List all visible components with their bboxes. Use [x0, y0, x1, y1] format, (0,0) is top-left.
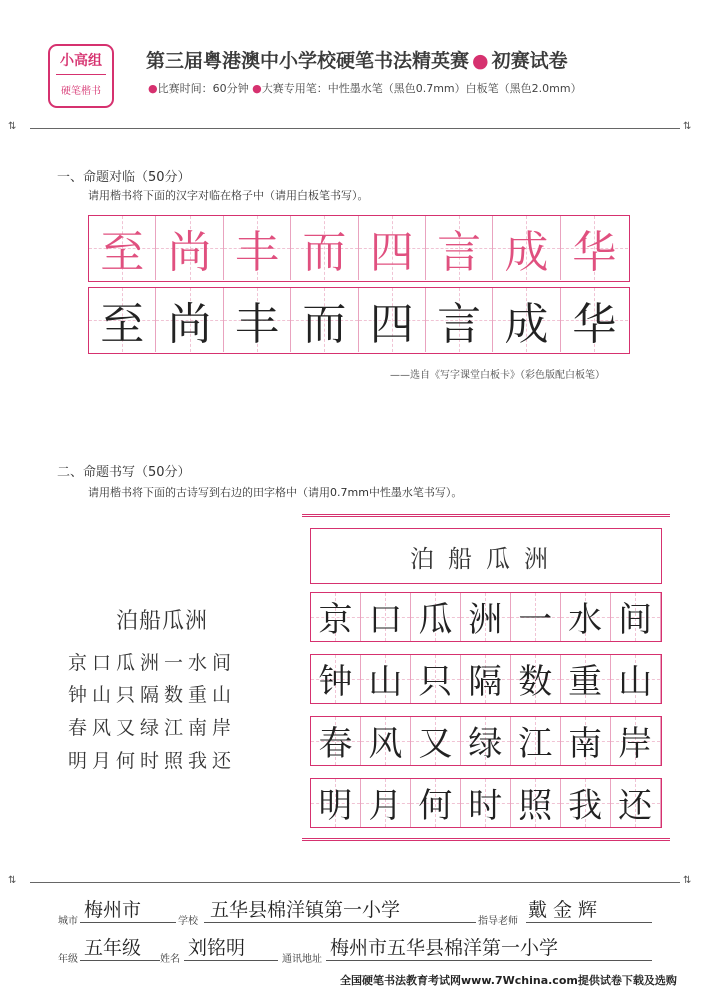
school-line [204, 922, 476, 923]
answer-char: 数 [518, 662, 553, 703]
answer-cell [311, 655, 361, 703]
answer-cell [361, 717, 411, 765]
answer-cell [361, 779, 411, 827]
model-cell [156, 216, 223, 280]
copy-cell [89, 288, 156, 352]
city-line [80, 922, 176, 923]
answer-cell [411, 779, 461, 827]
copy-cell [224, 288, 291, 352]
copy-char: 尚 [167, 299, 212, 350]
title-sub: 初赛试卷 [491, 50, 568, 72]
answer-cell [461, 779, 511, 827]
answer-cell [311, 593, 361, 641]
answer-char: 照 [518, 786, 553, 827]
grade-label: 年级 [58, 954, 78, 965]
badge-script-label: 硬笔楷书 [61, 86, 101, 97]
divider-arrow-icon: ⇅ [683, 875, 692, 886]
divider-arrow-icon: ⇅ [8, 875, 17, 886]
address-value: 梅州市五华县棉洋第一小学 [330, 937, 559, 959]
copy-cell [359, 288, 426, 352]
copy-cell [561, 288, 628, 352]
answer-char: 我 [568, 786, 603, 827]
copy-char: 言 [437, 299, 482, 350]
bottom-divider [30, 882, 680, 883]
group-badge [48, 44, 114, 108]
answer-char: 月 [368, 786, 403, 827]
answer-cell [561, 655, 611, 703]
answer-char: 岸 [618, 724, 653, 765]
city-value: 梅州市 [84, 899, 142, 921]
teacher-line [526, 922, 652, 923]
model-cell [224, 216, 291, 280]
badge-group-label: 小高组 [60, 53, 102, 69]
answer-cell [461, 593, 511, 641]
answer-char: 水 [568, 600, 603, 641]
model-char: 尚 [167, 227, 212, 278]
answer-char: 风 [368, 724, 403, 765]
section1-heading: 一、命题对临（50分） [57, 170, 191, 185]
answer-cell [461, 717, 511, 765]
answer-cell [411, 593, 461, 641]
copy-cell [156, 288, 223, 352]
model-cell [291, 216, 358, 280]
model-char: 言 [437, 227, 482, 278]
answer-cell [511, 717, 561, 765]
answer-char: 隔 [468, 662, 503, 703]
answer-char: 间 [618, 600, 653, 641]
answer-char: 钟 [318, 662, 353, 703]
answer-cell [411, 717, 461, 765]
copy-cell [493, 288, 560, 352]
model-char: 四 [369, 227, 414, 278]
copy-char: 而 [302, 299, 347, 350]
answer-char: 山 [368, 662, 403, 703]
school-label: 学校 [178, 916, 198, 927]
answer-cell [511, 779, 561, 827]
model-cell [89, 216, 156, 280]
grade-line [80, 960, 160, 961]
answer-row [310, 592, 662, 642]
answer-cell [561, 593, 611, 641]
poem-line: 春风又绿江南岸 [68, 717, 237, 739]
teacher-value: 戴金辉 [528, 899, 604, 921]
answer-cell [611, 717, 661, 765]
answer-cell [611, 655, 661, 703]
model-char: 丰 [234, 227, 279, 278]
poem-line: 钟山只隔数重山 [68, 684, 237, 706]
answer-board-bottom [302, 838, 670, 841]
answer-char: 口 [368, 600, 403, 641]
model-cell [561, 216, 628, 280]
bullet-icon: ● [148, 82, 158, 95]
copy-char: 成 [504, 299, 549, 350]
answer-title-box [310, 528, 662, 584]
copy-char: 丰 [234, 299, 279, 350]
model-character-row [88, 215, 630, 282]
poem-line: 明月何时照我还 [68, 750, 237, 772]
divider-arrow-icon: ⇅ [8, 121, 17, 132]
address-label: 通讯地址 [282, 954, 322, 965]
copy-char: 至 [100, 299, 145, 350]
answer-char: 何 [418, 786, 453, 827]
copy-char: 华 [572, 299, 617, 350]
answer-char: 明 [318, 786, 353, 827]
divider-arrow-icon: ⇅ [683, 121, 692, 132]
answer-cell [511, 593, 561, 641]
answer-char: 绿 [468, 724, 503, 765]
model-cell [426, 216, 493, 280]
answer-char: 一 [518, 600, 553, 641]
model-char: 成 [504, 227, 549, 278]
exam-info [148, 80, 582, 96]
answer-cell [411, 655, 461, 703]
section2-instruction: 请用楷书将下面的古诗写到右边的田字格中（请用0.7mm中性墨水笔书写）。 [88, 486, 463, 499]
footer-note: 全国硬笔书法教育考试网www.7Wchina.com提供试卷下载及选购 [340, 974, 677, 987]
poem-title: 泊船瓜洲 [116, 609, 209, 634]
model-char: 至 [100, 227, 145, 278]
answer-cell [361, 655, 411, 703]
answer-char: 山 [618, 662, 653, 703]
model-char: 而 [302, 227, 347, 278]
name-value: 刘铭明 [188, 937, 246, 959]
copy-cell [291, 288, 358, 352]
answer-row [310, 654, 662, 704]
name-label: 姓名 [160, 954, 180, 965]
answer-cell [461, 655, 511, 703]
answer-char: 洲 [468, 600, 503, 641]
model-cell [493, 216, 560, 280]
answer-title: 泊船瓜洲 [410, 544, 562, 573]
copy-cell [426, 288, 493, 352]
title-main: 第三届粤港澳中小学校硬笔书法精英赛 [146, 50, 470, 72]
top-divider [30, 128, 680, 129]
answer-char: 还 [618, 786, 653, 827]
teacher-label: 指导老师 [478, 916, 518, 927]
answer-cell [361, 593, 411, 641]
time-info: 比赛时间：60分钟 [157, 82, 249, 95]
city-label: 城市 [58, 916, 78, 927]
answer-char: 瓜 [418, 600, 453, 641]
answer-char: 又 [418, 724, 453, 765]
answer-board-top [302, 514, 670, 517]
answer-cell [311, 717, 361, 765]
answer-cell [611, 779, 661, 827]
section2-heading: 二、命题书写（50分） [57, 465, 191, 480]
answer-char: 南 [568, 724, 603, 765]
school-value: 五华县棉洋镇第一小学 [210, 899, 401, 921]
answer-grid [310, 592, 662, 840]
answer-char: 江 [518, 724, 553, 765]
answer-row [310, 778, 662, 828]
answer-cell [311, 779, 361, 827]
pen-info: 大赛专用笔：中性墨水笔（黑色0.7mm）白板笔（黑色2.0mm） [261, 82, 582, 95]
copy-character-row [88, 287, 630, 354]
answer-row [310, 716, 662, 766]
grade-value: 五年级 [84, 937, 142, 959]
bullet-icon: ● [252, 82, 262, 95]
name-line [184, 960, 278, 961]
model-char: 华 [572, 227, 617, 278]
answer-char: 春 [318, 724, 353, 765]
model-cell [359, 216, 426, 280]
answer-cell [511, 655, 561, 703]
answer-cell [561, 717, 611, 765]
bullet-icon: ● [472, 50, 489, 72]
section1-instruction: 请用楷书将下面的汉字对临在格子中（请用白板笔书写）。 [88, 189, 369, 202]
answer-cell [561, 779, 611, 827]
answer-char: 重 [568, 662, 603, 703]
answer-char: 京 [318, 600, 353, 641]
answer-cell [611, 593, 661, 641]
badge-divider [56, 74, 106, 75]
answer-char: 时 [468, 786, 503, 827]
address-line [326, 960, 652, 961]
answer-char: 只 [418, 662, 453, 703]
source-note: ——选自《写字课堂白板卡》（彩色版配白板笔） [390, 370, 605, 381]
page-title [146, 46, 568, 73]
copy-char: 四 [369, 299, 414, 350]
poem-line: 京口瓜洲一水间 [68, 652, 237, 674]
